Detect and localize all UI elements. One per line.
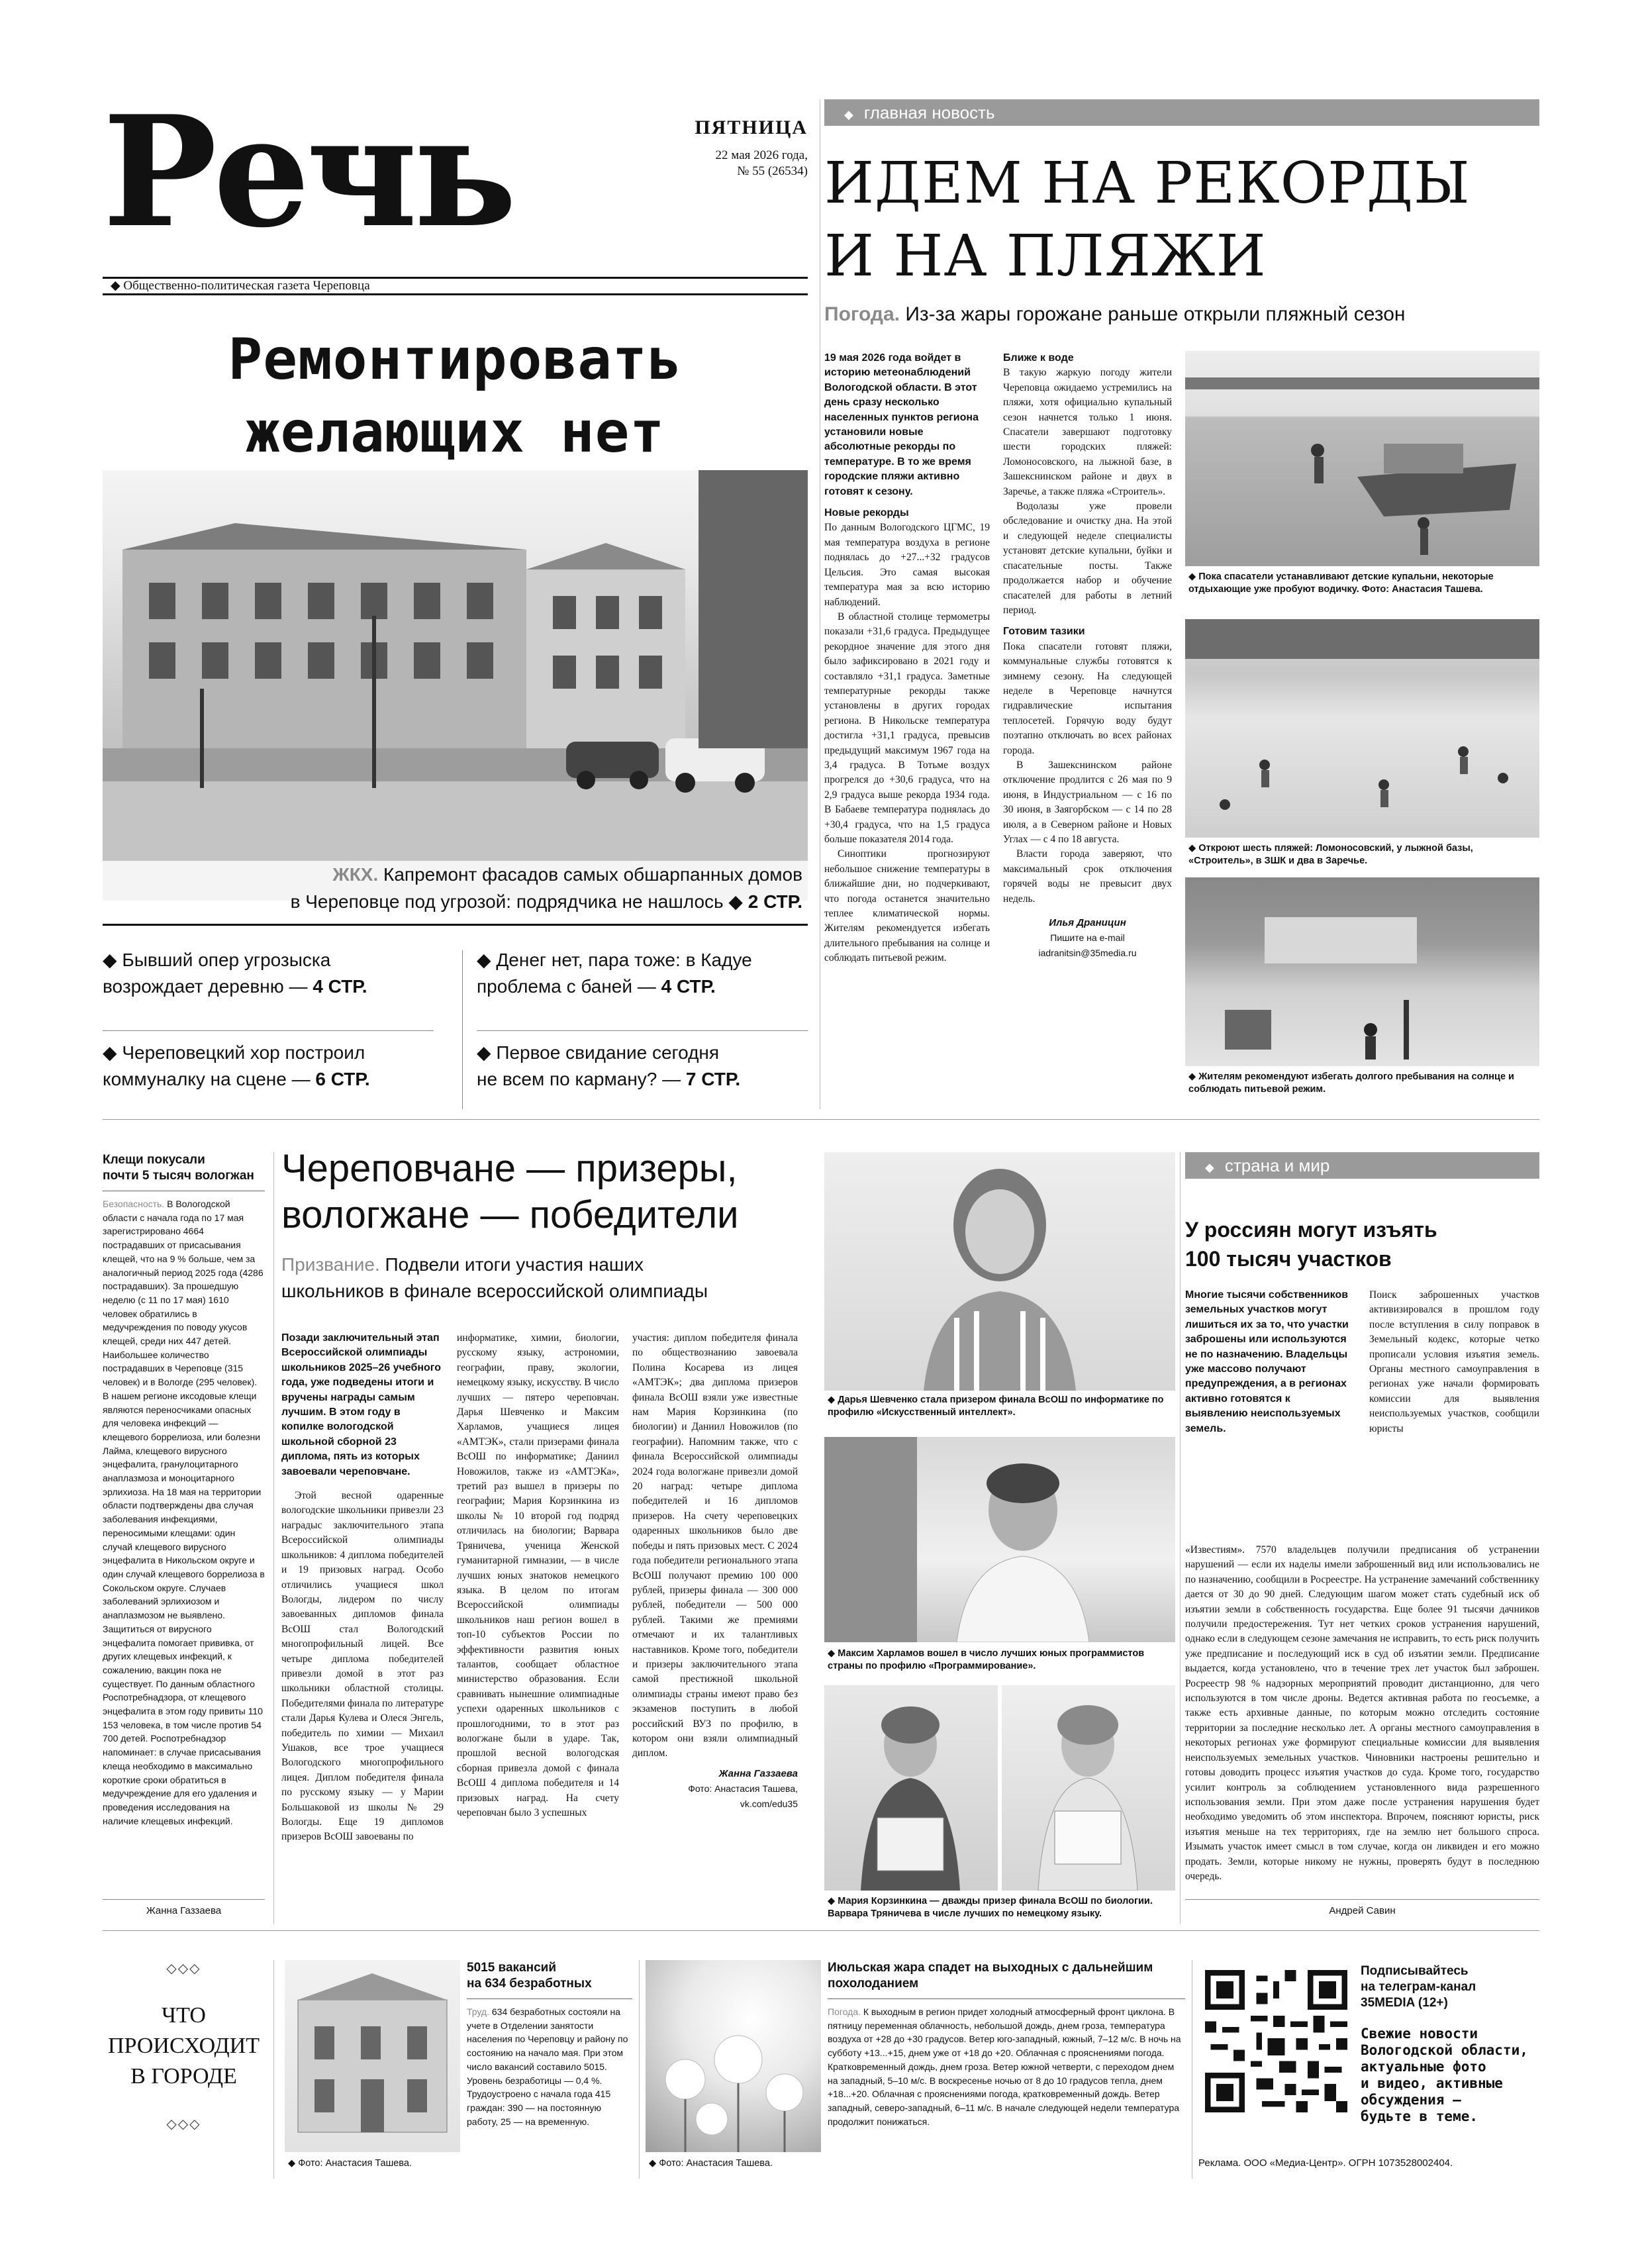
city-line1: ЧТО [162, 2003, 206, 2028]
teaser-page: 7 СТР. [685, 1069, 741, 1089]
tg-headline-line2: на телеграм-канал [1361, 1980, 1476, 1994]
beach-rescue-illustration [1185, 877, 1539, 1066]
ticks-headline-line1: Клещи покусали [103, 1153, 205, 1167]
main-kicker: Погода. [824, 303, 900, 325]
weather-body [828, 2005, 1185, 2128]
weather-photo [646, 1960, 821, 2152]
ticks-headline [103, 1152, 265, 1184]
diamond-icon: ◆ [828, 1896, 838, 1906]
olympiad-headline-line1: Череповчане — призеры, [281, 1147, 738, 1190]
column-divider [1180, 1152, 1181, 1924]
building-illustration [103, 470, 808, 901]
city-line3: В ГОРОДЕ [130, 2064, 237, 2089]
qr-code-icon [1205, 1970, 1347, 2112]
diamond-icon: ◆ [1205, 1161, 1214, 1174]
paragraph: участия: диплом победителя финала по обществознанию завоевала Полина Косарева из лицея «АМТЭК»; два диплома призеров финала ВсОШ взяли уже известные нам Мария Корзинкина (по биологии) и Даниил Новожилов (по географии). Напомним также, что с финала Всероссийской олимпиады 2024 года вологжане привезли домой 20 наград: четыре диплома победителей и 16 дипломов призеров. На счету череповецких одаренных школьников было две победы и пять призовых мест. С 2024 года победители регионального этапа ВсОШ получают премию 100 000 рублей, призеры финала — 300 000 рублей, победители — 500 000 рублей. Такими же премиями отмечают и их талантливых наставников. Кроме того, победители и призеры заключительного этапа самой престижной школьной олимпиады страны имеют право без экзаменов поступить в любой российский ВУЗ по профилю, в котором они взяли олимпиадный диплом. [632, 1332, 798, 1759]
world-body [1185, 1543, 1539, 1884]
issue-weekday: ПЯТНИЦА [695, 117, 808, 138]
portrait-illustration [1002, 1685, 1175, 1891]
issue-date: 22 мая 2026 года, [715, 148, 808, 162]
world-rule-bottom [1185, 1899, 1539, 1900]
teaser-text: проблема с баней — [477, 976, 656, 997]
subhead-basins: Готовим тазики [1003, 626, 1085, 638]
caption-text: Дарья Шевченко стала призером финала ВсОШ по информатике по профилю «Искусственный интеллект». [828, 1395, 1164, 1418]
paragraph: информатике, химии, биологии, русскому языку, астрономии, географии, праву, экологии, немецкому языку, искусству. В число лучших — пятеро череповчан. Дарья Шевченко и Максим Харламов, учащиеся лицея «АМТЭК», стали призерами финала ВсОШ по информатике; Даниил Новожилов, также из «АМТЭКа», третий раз вышел в призеры по географии; Мария Корзинкина из школы № 10 второй год подряд отличилась на биологии; Варвара Тряничева, ученица Женской гуманитарной гимназии, — в числе лучших юных знатоков немецкого языка. В целом по итогам Всероссийской олимпиады школьников наш регион вошел в топ-10 субъектов России по эффективности развития юных талантов, сообщает областное министерство образования. Если сравнивать нынешние олимпиадные успехи одаренных школьников с прошлогодними, то в этот раз вологжане были в ударе. Так, прошлой весной вологодская сборная привезла домой с финала ВсОШ 4 диплома победителя и 14 призовых наград. На счету череповчан было 3 успешных [457, 1332, 619, 1818]
ad-note: Реклама. ООО «Медиа-Центр». ОГРН 1073528002404. [1198, 2157, 1453, 2169]
tagline-bar [103, 277, 808, 295]
jobs-kicker: Труд. [467, 2006, 489, 2017]
tg-text-line: Вологодской области, [1361, 2042, 1528, 2058]
weather-rule [828, 1998, 1185, 1999]
building-illustration [285, 1960, 460, 2152]
diamond-icon: ◆ [828, 1648, 838, 1659]
teaser-divider-h [103, 1030, 434, 1031]
lead-deck-line1: Капремонт фасадов самых обшарпанных домов [383, 864, 802, 885]
lead-deck-line2: в Череповце под угрозой: подрядчика не нашлось [290, 891, 724, 912]
ornament-icon: ◇◇◇ [166, 2117, 201, 2132]
ticks-body [103, 1197, 265, 1828]
photo-credit-link[interactable]: vk.com/edu35 [740, 1798, 798, 1809]
jobs-body [467, 2005, 632, 2128]
diamond-icon: ◆ [1188, 571, 1199, 582]
beach-photo-3 [1185, 877, 1539, 1066]
main-news-col2 [1003, 351, 1172, 960]
jobs-rule [467, 1998, 632, 1999]
caption-maria [828, 1895, 1175, 1920]
diamond-icon: ◆ [1188, 843, 1199, 854]
diamond-icon: ◆ [477, 1042, 491, 1063]
caption-weather [649, 2157, 821, 2170]
portrait-illustration [824, 1685, 998, 1891]
jobs-headline-line2: на 634 безработных [467, 1977, 592, 1991]
dandelions-illustration [646, 1960, 821, 2152]
photo-credit: Фото: Анастасия Ташева, [688, 1783, 798, 1795]
ticks-rule-bottom [103, 1899, 265, 1900]
olympiad-lead: Позади заключительный этап Всероссийской олимпиады школьников 2025–26 учебного года, уже подведены итоги и вручены награды самым лучшим. В этом году в копилке вологодской школьной сборной 23 диплома, пять из которых завоевали череповчане. [281, 1332, 442, 1477]
olympiad-deck [281, 1252, 811, 1305]
teaser-2[interactable] [477, 947, 821, 1000]
teaser-text: Череповецкий хор построил [122, 1042, 365, 1063]
diamond-icon: ◆ [728, 891, 743, 912]
lead-deck-text [140, 861, 802, 915]
diamond-icon: ◆ [477, 950, 491, 970]
main-news-col1 [824, 351, 990, 966]
beach-photo-2 [1185, 619, 1539, 838]
rubric-label: главная новость [863, 103, 995, 123]
rubric-main-news [824, 99, 1539, 126]
main-headline-line1: ИДЕМ НА РЕКОРДЫ [824, 150, 1471, 217]
photo-maxim [824, 1437, 1175, 1642]
ticks-headline-line2: почти 5 тысяч вологжан [103, 1169, 254, 1183]
olympiad-col1 [281, 1331, 444, 1845]
teaser-divider-h [477, 1030, 808, 1031]
lead-kicker: ЖКХ. [332, 864, 379, 885]
photo-daria [824, 1152, 1175, 1391]
lead-headline-line2: желающих нет [245, 399, 665, 466]
paragraph: Синоптики прогнозируют небольшое снижение температуры в ближайшие дни, но подчеркивают, что погода останется значительно теплее климатической нормы. Жителям рекомендуется избегать длительного пребывания на солнце и соблюдать питьевой режим. [824, 848, 990, 964]
portrait-illustration [824, 1437, 1175, 1642]
caption-text: Мария Корзинкина — дважды призер финала ВсОШ по биологии. Варвара Тряничева в числе лучших по немецкому языку. [828, 1896, 1153, 1919]
paragraph: Пока спасатели готовят пляжи, коммунальные службы готовятся к зимнему сезону. На следующей неделе в Череповце начнутся гидравлические испытания теплосетей. Горячую воду будут поэтапно отключать во всех районах города. [1003, 640, 1172, 756]
column-divider [273, 1960, 274, 2179]
caption-text: Максим Харламов вошел в число лучших юных программистов страны по профилю «Программирование». [828, 1648, 1145, 1671]
world-headline-line1: У россиян могут изъять [1185, 1218, 1437, 1242]
caption-maxim [828, 1648, 1175, 1673]
tg-text-line: Свежие новости [1361, 2026, 1478, 2042]
diamond-icon: ◆ [103, 1042, 117, 1063]
subhead-near-water: Ближе к воде [1003, 352, 1074, 364]
diamond-icon: ◆ [103, 950, 117, 970]
jobs-text: 634 безработных состояли на учете в Отделении занятости населения по Череповцу и району по состоянию на начало мая. При этом число вакансий составило 5015. Уровень безработицы — 0,4 %. Трудоустроено с начала года 415 граждан: 390 — на постоянную работу, 25 — на временную. [467, 2006, 628, 2127]
diamond-icon: ◆ [828, 1395, 838, 1405]
paragraph: В Зашекснинском районе отключение продлится с 26 мая по 9 июня, в Индустриальном — с 16 по 30 июня, в Заягорбском — с 14 по 28 июля, а в Северном районе и Новых Углах — с 4 по 18 августа. [1003, 759, 1172, 845]
city-line2: ПРОИСХОДИТ [108, 2034, 260, 2058]
portrait-illustration [824, 1152, 1175, 1391]
paragraph: «Известиям». 7570 владельцев получили предписания об устранении нарушений — если их наделы имели заброшенный вид или использовались не по назначению, сообщили в Росреестре. На устранение замечаний собственнику дается от 30 до 90 дней. Следующим шагом может стать судебный иск об изъятии земли в собственность государства. Еще более 91 тысячи дачников получили предостережения. Тут нет четких сроков устранения нарушений, однако если в следующем сезоне замечания не исправить, то есть риск получить уже предписание и последующий иск в суд об изъятии земли. Предписание выдается, когда установлено, что в течение трех лет участок был заброшен. Росреестр 98 % надзорных мероприятий проводит дистанционно, для чего используются в том числе дроны. Ведется активная работа по геосъемке, а также есть архивные данные, по которым можно отследить состояние территории за последние несколько лет. А органы местного самоуправления в некоторых регионах уже формируют специальные комиссии для выявления неиспользуемых земельных участков. Чиновники настроены решительно и готовы доводить процесс изъятия участков до суда. Кроме того, государство усилит контроль за соблюдением установленного вида разрешенного использования земли. При этом даже после устранения нарушения будет необходимо уведомить об этом инспектора. Впрочем, поясняют юристы, риск изъятия меньше на тех территориях, где на землю нет большого спроса. Изымать участок имеет смысл в том случае, когда он ликвиден и его можно продать. Земли, которые никому не нужны, проверять будут в последнюю очередь. [1185, 1544, 1539, 1882]
olympiad-author: Жанна Газзаева [718, 1767, 798, 1779]
water-boat-illustration [1185, 351, 1539, 566]
tagline: Общественно-политическая газета Череповца [123, 279, 370, 293]
lead-headline-line1: Ремонтировать [228, 326, 683, 393]
diamond-icon: ◆ [844, 108, 853, 121]
tg-headline-line1: Подписывайтесь [1361, 1964, 1469, 1978]
jobs-photo [285, 1960, 460, 2152]
diamond-icon: ◆ [111, 279, 121, 293]
teaser-text: коммуналку на сцене — [103, 1069, 311, 1089]
tg-text-line: будьте в теме. [1361, 2108, 1478, 2124]
caption-text: Откроют шесть пляжей: Ломоносовский, у лыжной базы, «Строитель», в ЗШК и два в Заречье. [1188, 843, 1473, 866]
paragraph: В такую жаркую погоду жители Череповца ожидаемо устремились на пляжи, хотя официально купальный сезон начнется только 1 июня. Спасатели завершают подготовку шести городских пляжей: Ломоносовского, на лыжной базе, в Зашекснинском районе и двух в Заречье, а также пляжа «Строитель». [1003, 367, 1172, 497]
ticks-kicker: Безопасность. [103, 1199, 165, 1209]
teaser-page: 4 СТР. [313, 976, 367, 997]
paragraph: Водолазы уже провели обследование и очистку дна. На этой и следующей неделе специалисты установят детские купальни, буйки и спасательные посты. Также продолжается набор и обучение спасателей для работы в летний период. [1003, 501, 1172, 616]
caption-jobs [288, 2157, 460, 2170]
author: Илья Драницин [1049, 917, 1126, 929]
footer-separator [103, 1930, 1539, 1931]
caption-beach-3 [1188, 1071, 1539, 1096]
lead-headline [103, 323, 808, 469]
photo-varvara [1002, 1685, 1175, 1891]
caption-beach-2 [1188, 842, 1539, 867]
paragraph: Этой весной одаренные вологодские школьники привезли 23 наградыс заключительного этапа Всероссийской олимпиады школьников: 4 диплома победителей и 19 призовых наград. Особо отличились учащиеся школ Вологды, лидером по числу завоеванных дипломов финала ВсОШ стал Вологодский многопрофильный лицей. Все четыре диплома победителей привезли домой в этот раз школьники областной столицы. Победителями финала по литературе стали Дарья Кулева и Олеся Энгель, победитель по химии — Михаил Ушаков, все трое учащиеся Вологодского многопрофильного лицея. Диплом победителя финала по русскому языку — у Марии Большаковой из школы № 29 Вологды. Еще 19 дипломов призеров ВсОШ завоеваны по [281, 1490, 444, 1843]
photo-credit: Фото: Анастасия Ташева. [659, 2158, 773, 2169]
jobs-headline-line1: 5015 вакансий [467, 1961, 557, 1975]
teaser-page: 4 СТР. [661, 976, 716, 997]
tg-text-line: актуальные фото [1361, 2059, 1486, 2075]
jobs-headline [467, 1960, 632, 1992]
diamond-icon: ◆ [649, 2158, 659, 2169]
beach-photo-1 [1185, 351, 1539, 566]
weather-headline [828, 1960, 1185, 1992]
photo-credit: Фото: Анастасия Ташева. [298, 2158, 412, 2169]
olympiad-deck-line2: школьников в финале всероссийской олимпиады [281, 1281, 708, 1301]
lead-page-ref[interactable]: 2 СТР. [748, 891, 802, 912]
world-author: Андрей Савин [1329, 1905, 1396, 1916]
author-email[interactable]: iadranitsin@35media.ru [1038, 947, 1137, 958]
weather-headline-line1: Июльская жара спадет на выходных с дальнейшим [828, 1961, 1153, 1975]
newspaper-logo: Речь [103, 83, 513, 262]
world-headline [1185, 1215, 1539, 1273]
teaser-page: 6 СТР. [315, 1069, 370, 1089]
teaser-3[interactable] [103, 1040, 447, 1093]
teaser-1[interactable] [103, 947, 447, 1000]
paragraph: В областной столице термометры показали +31,6 градуса. Предыдущее рекордное значение для этого дня было зафиксировано в 2021 году и составляло +31,1 градуса. Заметные температурные рекорды также установлены в других городах региона. В Никольске температура достигла +31,1 градуса, превысив предыдущий максимум 1967 года на 3,4 градуса. В Тотьме воздух прогрелся до +30,6 градуса, что на 2,9 градуса выше рекорда 1934 года. В Бабаеве температура поднялась до +30,4 градуса, что на 1,5 градуса больше показателя 2014 года. [824, 611, 990, 845]
section-separator [103, 1119, 1539, 1120]
olympiad-headline-line2: вологжане — победители [281, 1193, 739, 1236]
ticks-text: В Вологодской области с начала года по 17 мая зарегистрировано 4664 пострадавших от присасывания клещей, что на 9 % больше, чем за аналогичный период 2025 года (4286 пострадавших). За прошедшую неделю (с 11 по 17 мая) 1610 человек обратились в медучреждения по поводу укусов клещей, среди них 447 детей. Наибольшее количество пострадавших в Череповце (315 человек) и в Вологде (295 человек). В нашем регионе иксодовые клещи являются переносчиками опасных для человека инфекций — клещевого боррелиоза, или болезни Лайма, клещевого вирусного энцефалита, гранулоцитарного анаплазмоза и моноцитарного эрлихиоза. На 18 мая на территории области подтверждены два случая заболевания инфекциями, переносимыми клещами: один случай клещевого вирусного энцефалита в Никольском округе и один случай клещевого боррелиоза в Сокольском округе. Случаев заболеваний эрлихиозом и анаплазмозом не выявлено. Защититься от вирусного энцефалита помогает прививка, от других клещевых инфекций, к сожалению, вакцин пока не существует. По данным областного Роспотребнадзора, от клещевого энцефалита в этом году привиты 110 153 человека, в том числе против 54 700 детей. Роспотребнадзор напоминает: в случае присасывания клеща необходимо в максимально короткие сроки обратиться в медучреждение для его удаления и проведения исследования на наличие клещевых инфекций. [103, 1199, 265, 1826]
teaser-rule-top [103, 924, 808, 926]
world-col1 [1185, 1288, 1354, 1436]
caption-text: Жителям рекомендуют избегать долгого пребывания на солнце и соблюдать питьевой режим. [1188, 1071, 1514, 1095]
ticks-author: Жанна Газзаева [146, 1905, 222, 1916]
tg-text-line: обсуждения — [1361, 2092, 1461, 2108]
teaser-text: возрождает деревню — [103, 976, 308, 997]
teaser-text: не всем по карману? — [477, 1069, 681, 1089]
tg-headline-line3[interactable]: 35MEDIA (12+) [1361, 1996, 1448, 2010]
main-deck: Из-за жары горожане раньше открыли пляжный сезон [905, 303, 1406, 325]
diamond-icon: ◆ [288, 2158, 299, 2169]
caption-daria [828, 1394, 1175, 1419]
issue-number: № 55 (26534) [737, 164, 808, 178]
teaser-text: Бывший опер угрозыска [122, 950, 331, 970]
olympiad-kicker: Призвание. [281, 1254, 380, 1275]
world-lead: Многие тысячи собственников земельных участков могут лишиться их за то, что участки заброшены или используются не по назначению. Владельцы уже массово получают предупреждения, а в регионах активно готовятся к выявлению неиспользуемых земель. [1185, 1289, 1349, 1434]
paragraph: По данным Вологодского ЦГМС, 19 мая температура воздуха в регионе поднялась до +27...+32 градусов Цельсия. Это самая высокая температура мая за всю историю наблюдений. [824, 522, 990, 608]
teaser-4[interactable] [477, 1040, 821, 1093]
beach-people-illustration [1185, 619, 1539, 838]
author-note: Пишите на e-mail [1050, 932, 1125, 944]
weather-kicker: Погода. [828, 2006, 861, 2017]
ornament-icon: ◇◇◇ [166, 1961, 201, 1976]
teaser-text: Денег нет, пара тоже: в Кадуе [496, 950, 752, 970]
photo-maria [824, 1685, 998, 1891]
olympiad-col2 [457, 1331, 619, 1820]
tg-text-line: и видео, активные [1361, 2075, 1503, 2091]
telegram-promo [1361, 1963, 1539, 2125]
olympiad-col3 [632, 1331, 798, 1811]
column-divider [639, 1960, 640, 2179]
weather-headline-line2: похолоданием [828, 1977, 919, 1991]
rubric-world [1185, 1152, 1539, 1179]
main-lead: 19 мая 2026 года войдет в историю метеонаблюдений Вологодской области. В этот день сразу несколько населенных пунктов региона установили новые абсолютные рекорды по температуре. В то же время городские пляжи активно готовят к сезону. [824, 352, 979, 497]
main-headline-line2: И НА ПЛЯЖИ [824, 223, 1267, 289]
main-news-deck [824, 301, 1539, 328]
city-box [103, 1960, 265, 2172]
caption-beach-1 [1188, 571, 1539, 596]
lead-photo [103, 470, 808, 901]
column-divider [273, 1152, 274, 1924]
world-headline-line2: 100 тысяч участков [1185, 1247, 1392, 1271]
qr-code[interactable] [1205, 1970, 1347, 2112]
rubric-label: страна и мир [1224, 1156, 1330, 1175]
olympiad-deck-line1: Подвели итоги участия наших [385, 1254, 644, 1275]
world-col2 [1369, 1288, 1539, 1436]
teaser-divider-v [462, 950, 463, 1109]
paragraph: Власти города заверяют, что максимальный срок отключения горячей воды не превысит двух недель. [1003, 848, 1172, 905]
weather-text: К выходным в регион придет холодный атмосферный фронт циклона. В пятницу переменная облачность, небольшой дождь, днем гроза, температура воздуха от +28 до +30 градусов. Ветер юго-западный, южный, 7–12 м/с. В ночь на субботу +13...+15, днем уже от +18 до +20. Облачная с прояснениями погода. Кратковременный дождь, днем гроза. Ветер южной четверти, с переходом днем на западный, 5–10 м/с. В воскресенье ночью от 8 до 10 градусов тепла, днем +18...+20. Облачная с прояснениями погода, кратковременный дождь. Ветер западный, северо-западный, 6–11 м/с. В начале следующей недели температура продолжит понижаться. [828, 2006, 1181, 2127]
masthead [103, 83, 808, 318]
olympiad-headline [281, 1146, 811, 1238]
teaser-text: Первое свидание сегодня [496, 1042, 720, 1063]
caption-text: Пока спасатели устанавливают детские купальни, некоторые отдыхающие уже пробуют водичку. Фото: Анастасия Ташева. [1188, 571, 1494, 595]
main-news-headline [824, 147, 1539, 293]
diamond-icon: ◆ [1188, 1071, 1199, 1082]
paragraph: Поиск заброшенных участков активизировался в прошлом году после вступления в силу поправок в Земельный кодекс, которые четко прописали условия изъятия земель. Органы местного самоуправления в регионах уже начали формировать комиссии для выявления неиспользуемых участков, сообщили юристы [1369, 1289, 1539, 1434]
subhead-new-records: Новые рекорды [824, 507, 909, 519]
